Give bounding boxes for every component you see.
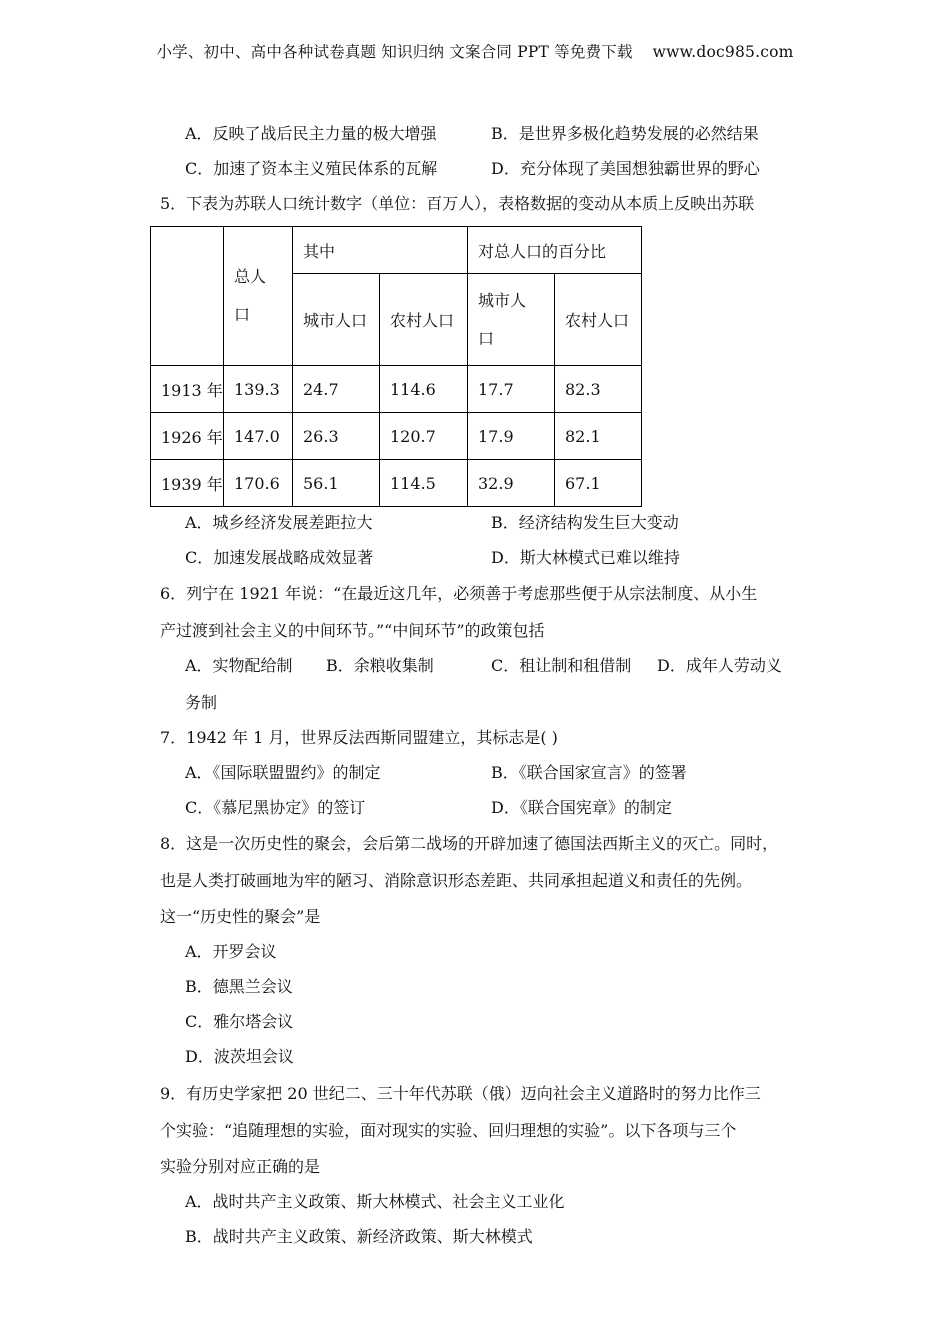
q6-option-c: C．租让制和租借制 (491, 656, 632, 675)
cell-year: 1939 年 (151, 460, 224, 507)
cell-urban: 56.1 (293, 460, 380, 507)
header-among: 其中 (293, 227, 468, 274)
q9-stem-line1: 9．有历史学家把 20 世纪二、三十年代苏联（俄）迈向社会主义道路时的努力比作三 (160, 1084, 761, 1103)
cell-year: 1913 年 (151, 366, 224, 413)
cell-rural-pct: 67.1 (555, 460, 642, 507)
population-table (150, 226, 642, 507)
q8-option-a: A．开罗会议 (185, 942, 277, 961)
q5-option-c: C．加速发展战略成效显著 (185, 548, 374, 567)
cell-urban-pct: 17.9 (468, 413, 555, 460)
q6-option-d-continued: 务制 (185, 693, 218, 712)
q9-stem-line2: 个实验：“追随理想的实验，面对现实的实验、回归理想的实验”。以下各项与三个 (160, 1121, 737, 1140)
header-urban-pct: 城市人 口 (468, 274, 555, 366)
cell-year: 1926 年 (151, 413, 224, 460)
page-header (0, 40, 950, 62)
cell-rural-pct: 82.3 (555, 366, 642, 413)
q6-option-b: B．余粮收集制 (326, 656, 434, 675)
header-percentage: 对总人口的百分比 (468, 227, 642, 274)
cell-rural: 120.7 (380, 413, 468, 460)
q7-stem: 7．1942 年 1 月，世界反法西斯同盟建立，其标志是( ) (160, 728, 558, 747)
table-row (151, 366, 642, 413)
table-row (151, 460, 642, 507)
q4-option-c: C．加速了资本主义殖民体系的瓦解 (185, 159, 438, 178)
cell-total: 139.3 (224, 366, 293, 413)
q6-option-a: A．实物配给制 (185, 656, 293, 675)
table-row (151, 413, 642, 460)
header-urban: 城市人口 (293, 274, 380, 366)
cell-urban: 26.3 (293, 413, 380, 460)
q7-option-c: C．《慕尼黑协定》的签订 (185, 798, 366, 817)
header-rural-pct: 农村人口 (555, 274, 642, 366)
q7-option-a: A．《国际联盟盟约》的制定 (185, 763, 381, 782)
q5-option-a: A．城乡经济发展差距拉大 (185, 513, 373, 532)
q8-option-d: D．波茨坦会议 (185, 1047, 294, 1066)
q6-option-d: D．成年人劳动义 (657, 656, 782, 675)
q8-stem-line3: 这一“历史性的聚会”是 (160, 907, 321, 926)
q5-option-b: B．经济结构发生巨大变动 (491, 513, 679, 532)
q9-option-a: A．战时共产主义政策、斯大林模式、社会主义工业化 (185, 1192, 565, 1211)
header-total: 总人 口 (224, 227, 293, 366)
q4-option-a: A．反映了战后民主力量的极大增强 (185, 124, 437, 143)
cell-total: 170.6 (224, 460, 293, 507)
q6-stem-line1: 6．列宁在 1921 年说：“在最近这几年，必须善于考虑那些便于从宗法制度、从小生 (160, 584, 758, 603)
cell-urban-pct: 17.7 (468, 366, 555, 413)
cell-total: 147.0 (224, 413, 293, 460)
cell-rural: 114.6 (380, 366, 468, 413)
header-text: 小学、初中、高中各种试卷真题 知识归纳 文案合同 PPT 等免费下载 (156, 43, 633, 61)
q5-stem: 5．下表为苏联人口统计数字（单位：百万人），表格数据的变动从本质上反映出苏联 (160, 194, 755, 213)
cell-urban-pct: 32.9 (468, 460, 555, 507)
table-corner-cell (151, 227, 224, 366)
q8-option-c: C．雅尔塔会议 (185, 1012, 294, 1031)
q6-stem-line2: 产过渡到社会主义的中间环节。”“中间环节”的政策包括 (160, 621, 545, 640)
q9-option-b: B．战时共产主义政策、新经济政策、斯大林模式 (185, 1227, 533, 1246)
q5-option-d: D．斯大林模式已难以维持 (491, 548, 680, 567)
header-rural: 农村人口 (380, 274, 468, 366)
q7-option-d: D．《联合国宪章》的制定 (491, 798, 672, 817)
cell-rural-pct: 82.1 (555, 413, 642, 460)
cell-urban: 24.7 (293, 366, 380, 413)
q4-option-b: B．是世界多极化趋势发展的必然结果 (491, 124, 759, 143)
q4-option-d: D．充分体现了美国想独霸世界的野心 (491, 159, 760, 178)
header-url: www.doc985.com (652, 43, 794, 61)
q9-stem-line3: 实验分别对应正确的是 (160, 1157, 321, 1176)
q8-stem-line1: 8．这是一次历史性的聚会，会后第二战场的开辟加速了德国法西斯主义的灭亡。同时， (160, 834, 779, 853)
cell-rural: 114.5 (380, 460, 468, 507)
q8-option-b: B．德黑兰会议 (185, 977, 293, 996)
q7-option-b: B．《联合国家宣言》的签署 (491, 763, 687, 782)
q8-stem-line2: 也是人类打破画地为牢的陋习、消除意识形态差距、共同承担起道义和责任的先例。 (160, 871, 753, 890)
